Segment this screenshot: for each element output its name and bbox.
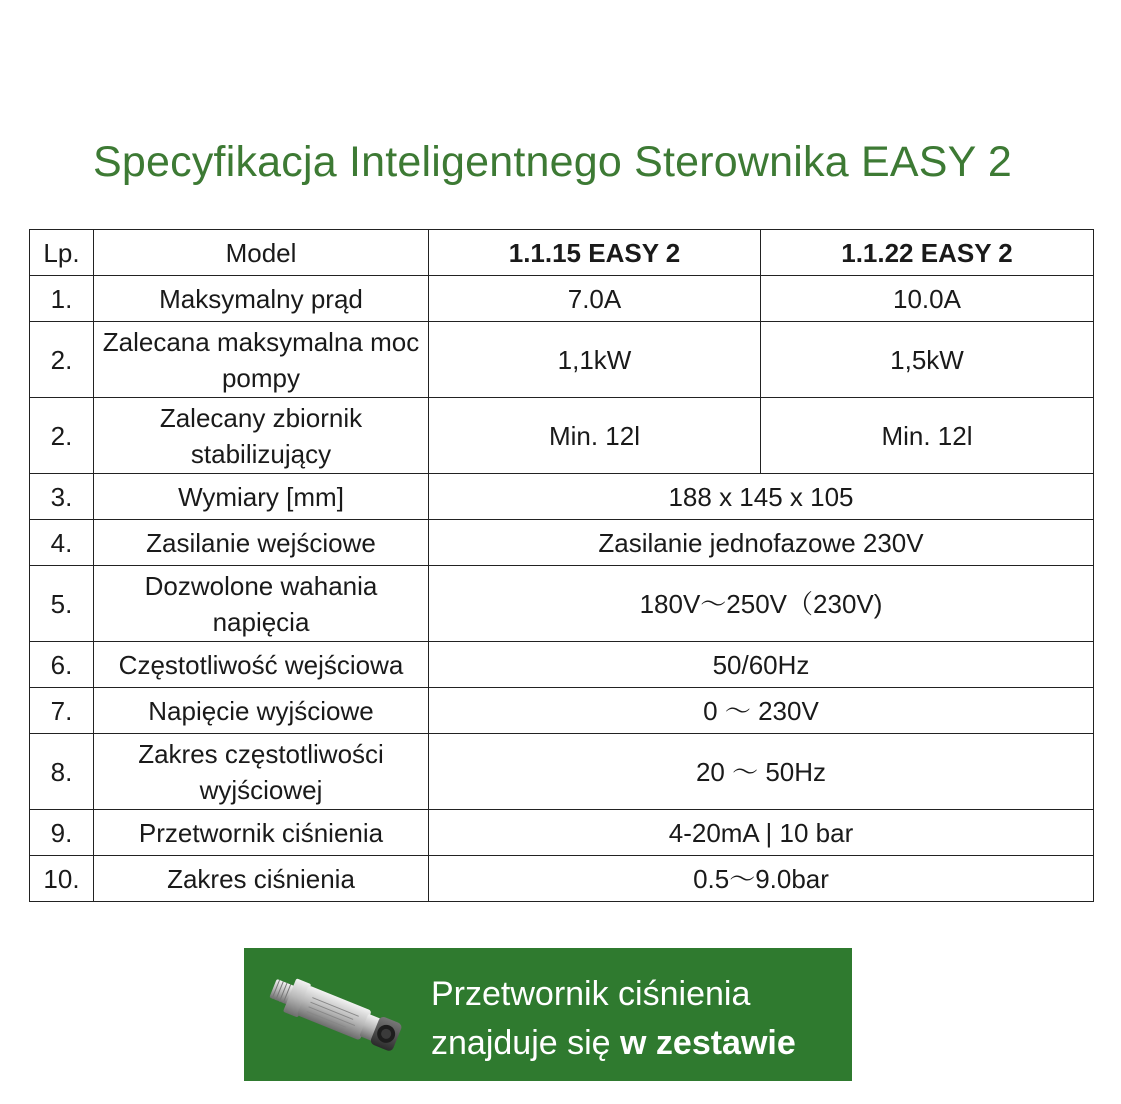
row-param: Napięcie wyjściowe [94,688,429,734]
table-row [30,642,1094,688]
table-row [30,856,1094,902]
table-header-row [30,230,1094,276]
page-title: Specyfikacja Inteligentnego Sterownika EASY 2 [93,138,1012,186]
row-param: Wymiary [mm] [94,474,429,520]
header-model: Model [94,230,429,276]
banner-text [431,970,796,1068]
banner-line-2-prefix: znajduje się [431,1024,621,1062]
row-param: Zakres ciśnienia [94,856,429,902]
row-value-b: 10.0A [761,276,1094,322]
banner-line-2 [431,1019,796,1068]
banner-line-2-bold: w zestawie [620,1024,796,1062]
table-row [30,276,1094,322]
table-row [30,474,1094,520]
pressure-transducer-icon [262,964,412,1064]
row-lp: 5. [30,566,94,642]
row-value: 4-20mA | 10 bar [429,810,1094,856]
row-value-a: Min. 12l [429,398,761,474]
row-lp: 9. [30,810,94,856]
row-value-a: 7.0A [429,276,761,322]
table-row [30,810,1094,856]
row-lp: 10. [30,856,94,902]
row-param: Częstotliwość wejściowa [94,642,429,688]
row-lp: 4. [30,520,94,566]
row-lp: 7. [30,688,94,734]
row-lp: 8. [30,734,94,810]
banner-line-1: Przetwornik ciśnienia [431,975,751,1013]
row-lp: 2. [30,398,94,474]
table-row [30,566,1094,642]
table-row [30,398,1094,474]
row-value: Zasilanie jednofazowe 230V [429,520,1094,566]
row-value: 50/60Hz [429,642,1094,688]
row-value: 180V～250V（230V) [429,566,1094,642]
row-param: Maksymalny prąd [94,276,429,322]
row-value-b: 1,5kW [761,322,1094,398]
row-value: 0.5～9.0bar [429,856,1094,902]
row-param: Zakres częstotliwości wyjściowej [94,734,429,810]
row-lp: 2. [30,322,94,398]
row-param: Zalecany zbiornik stabilizujący [94,398,429,474]
row-param: Przetwornik ciśnienia [94,810,429,856]
row-lp: 6. [30,642,94,688]
spec-table [29,229,1094,902]
table-row [30,322,1094,398]
row-value-a: 1,1kW [429,322,761,398]
table-row [30,520,1094,566]
row-param: Zasilanie wejściowe [94,520,429,566]
table-row [30,734,1094,810]
included-sensor-banner [244,948,852,1081]
row-param: Dozwolone wahania napięcia [94,566,429,642]
row-lp: 3. [30,474,94,520]
header-lp: Lp. [30,230,94,276]
header-model-a: 1.1.15 EASY 2 [429,230,761,276]
row-value-b: Min. 12l [761,398,1094,474]
table-row [30,688,1094,734]
row-value: 0 ～ 230V [429,688,1094,734]
header-model-b: 1.1.22 EASY 2 [761,230,1094,276]
row-value: 20 ～ 50Hz [429,734,1094,810]
row-param: Zalecana maksymalna moc pompy [94,322,429,398]
row-value: 188 x 145 x 105 [429,474,1094,520]
row-lp: 1. [30,276,94,322]
